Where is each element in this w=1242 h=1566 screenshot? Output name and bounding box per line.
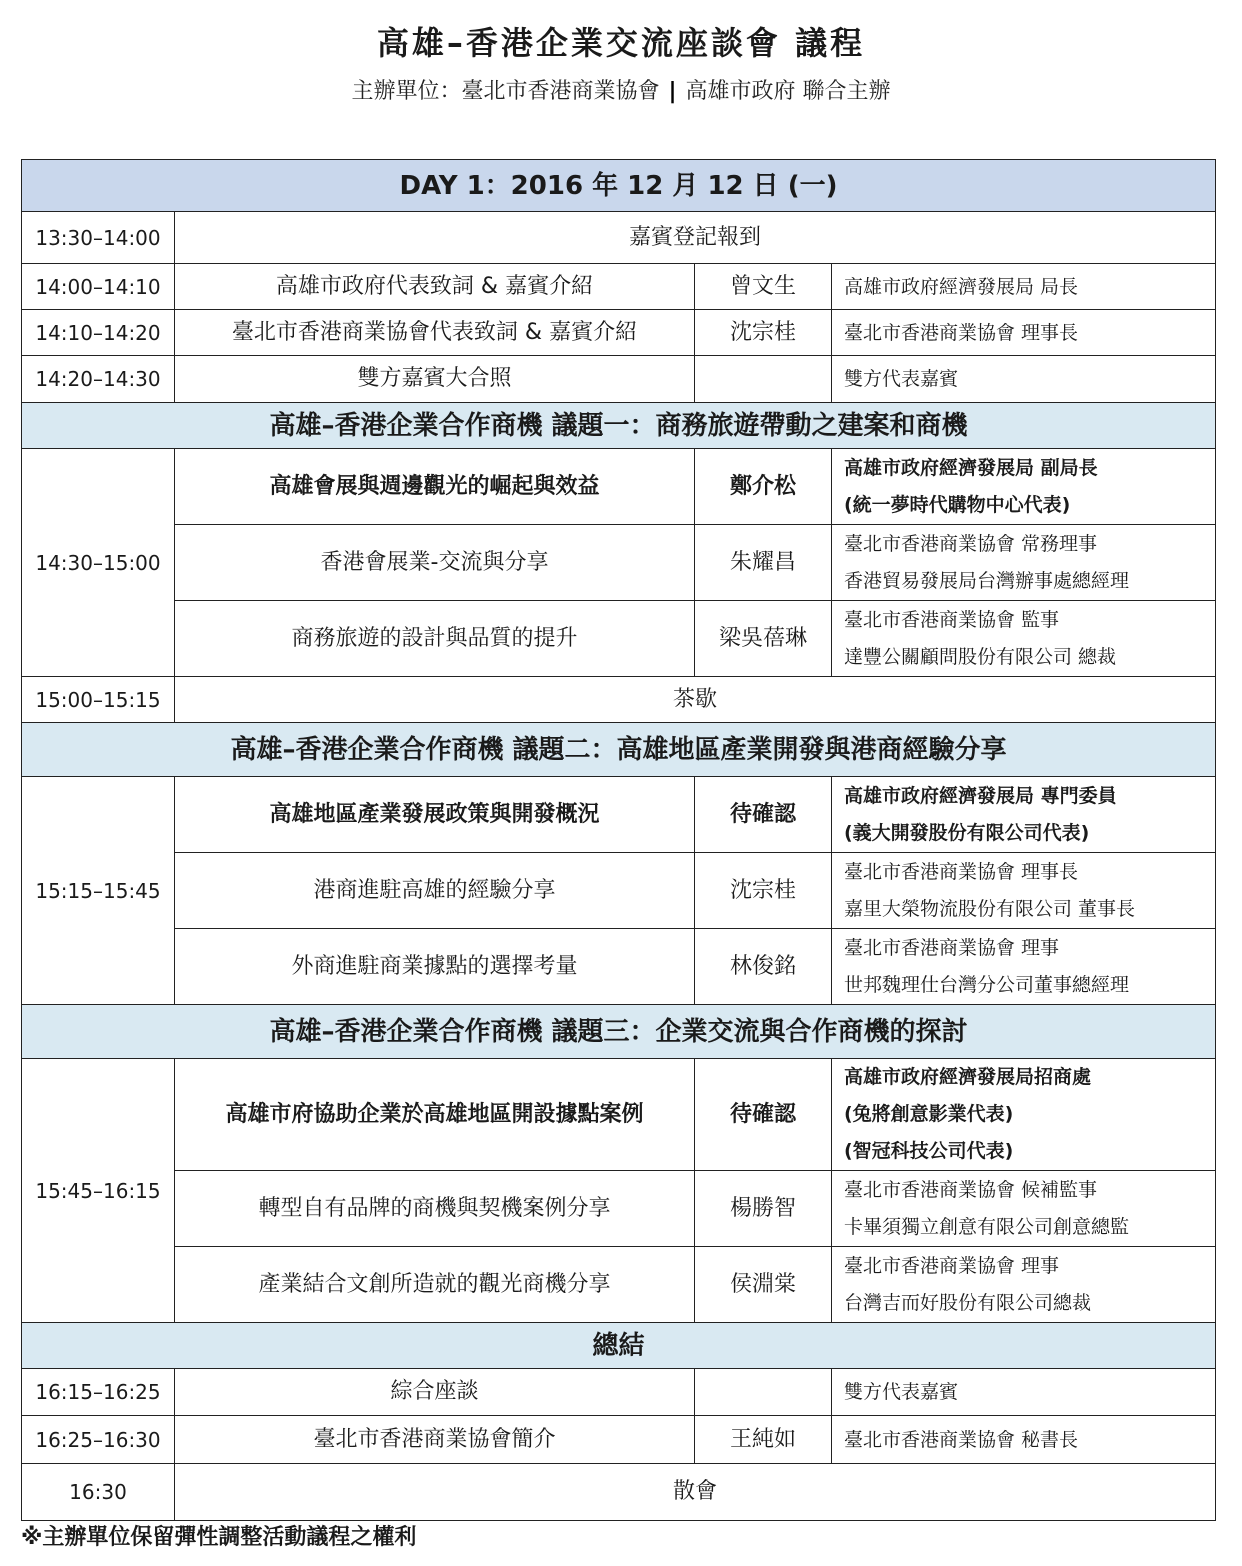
topic-cell: 高雄市政府代表致詞 & 嘉賓介紹	[175, 264, 695, 310]
speaker-cell: 待確認	[695, 1059, 832, 1171]
topic-cell: 香港會展業-交流與分享	[175, 525, 695, 601]
time-cell: 15:15–15:45	[22, 777, 175, 1005]
org-line: 卡畢須獨立創意有限公司創意總監	[844, 1215, 1130, 1238]
table-row	[22, 853, 1216, 929]
table-row	[22, 1247, 1216, 1323]
closing-heading: 總結	[22, 1323, 1216, 1369]
speaker-cell: 鄭介松	[695, 449, 832, 525]
org-line: (義大開發股份有限公司代表)	[844, 821, 1090, 844]
topic-cell: 港商進駐高雄的經驗分享	[175, 853, 695, 929]
time-cell: 14:20–14:30	[22, 356, 175, 403]
org-line: (兔將創意影業代表)	[844, 1103, 1014, 1125]
org-line: 臺北市香港商業協會 理事	[844, 1254, 1060, 1277]
org-line: (統一夢時代購物中心代表)	[844, 493, 1071, 516]
end-cell: 散會	[175, 1464, 1216, 1521]
org-line: 臺北市香港商業協會 理事	[844, 936, 1060, 959]
time-cell: 16:25–16:30	[22, 1416, 175, 1464]
org-cell	[832, 525, 1216, 601]
org-line: 嘉里大榮物流股份有限公司 董事長	[844, 897, 1136, 920]
speaker-cell	[695, 1369, 832, 1416]
org-cell	[832, 777, 1216, 853]
topic-cell: 高雄地區產業發展政策與開發概況	[175, 777, 695, 853]
org-line: 臺北市香港商業協會 監事	[844, 608, 1060, 631]
org-cell	[832, 1171, 1216, 1247]
table-row	[22, 212, 1216, 264]
time-cell: 13:30–14:00	[22, 212, 175, 264]
org-cell	[832, 601, 1216, 677]
topic-cell: 臺北市香港商業協會簡介	[175, 1416, 695, 1464]
org-line: 臺北市香港商業協會 理事長	[844, 860, 1079, 883]
speaker-cell: 曾文生	[695, 264, 832, 310]
table-row	[22, 264, 1216, 310]
org-cell	[832, 929, 1216, 1005]
org-line: (智冠科技公司代表)	[844, 1140, 1014, 1162]
time-cell: 14:00–14:10	[22, 264, 175, 310]
org-cell	[832, 1247, 1216, 1323]
speaker-cell: 沈宗桂	[695, 853, 832, 929]
org-line: 高雄市政府經濟發展局招商處	[844, 1066, 1092, 1088]
org-cell	[832, 1059, 1216, 1171]
session1-heading: 高雄–香港企業合作商機 議題一：商務旅遊帶動之建案和商機	[22, 403, 1216, 449]
organizer-separator: |	[668, 79, 677, 104]
topic-cell: 臺北市香港商業協會代表致詞 & 嘉賓介紹	[175, 310, 695, 356]
time-cell: 14:10–14:20	[22, 310, 175, 356]
break-cell: 茶歇	[175, 677, 1216, 723]
org-cell	[832, 449, 1216, 525]
table-row	[22, 1464, 1216, 1521]
table-row	[22, 601, 1216, 677]
footnote: ※主辦單位保留彈性調整活動議程之權利	[21, 1525, 417, 1550]
topic-cell: 產業結合文創所造就的觀光商機分享	[175, 1247, 695, 1323]
table-row	[22, 356, 1216, 403]
table-row	[22, 777, 1216, 853]
org-cell: 雙方代表嘉賓	[832, 1369, 1216, 1416]
day-header-row	[22, 160, 1216, 212]
table-row	[22, 1369, 1216, 1416]
org-line: 臺北市香港商業協會 候補監事	[844, 1178, 1098, 1201]
speaker-cell	[695, 356, 832, 403]
day-header: DAY 1：2016 年 12 月 12 日 (一)	[22, 160, 1216, 212]
time-cell: 14:30–15:00	[22, 449, 175, 677]
activity-cell: 嘉賓登記報到	[175, 212, 1216, 264]
org-line: 臺北市香港商業協會 常務理事	[844, 532, 1098, 555]
org-line: 高雄市政府經濟發展局 專門委員	[844, 784, 1117, 807]
topic-cell: 轉型自有品牌的商機與契機案例分享	[175, 1171, 695, 1247]
org-line: 世邦魏理仕台灣分公司董事總經理	[844, 973, 1130, 996]
table-row	[22, 677, 1216, 723]
table-row	[22, 1059, 1216, 1171]
topic-cell: 雙方嘉賓大合照	[175, 356, 695, 403]
topic-cell: 高雄會展與週邊觀光的崛起與效益	[175, 449, 695, 525]
table-row	[22, 449, 1216, 525]
page-title: 高雄–香港企業交流座談會 議程	[376, 24, 866, 62]
topic-cell: 外商進駐商業據點的選擇考量	[175, 929, 695, 1005]
speaker-cell: 沈宗桂	[695, 310, 832, 356]
time-cell: 16:30	[22, 1464, 175, 1521]
org-line: 香港貿易發展局台灣辦事處總經理	[844, 569, 1130, 592]
org-cell: 臺北市香港商業協會 理事長	[832, 310, 1216, 356]
topic-cell: 綜合座談	[175, 1369, 695, 1416]
speaker-cell: 侯淵棠	[695, 1247, 832, 1323]
speaker-cell: 林俊銘	[695, 929, 832, 1005]
table-row	[22, 929, 1216, 1005]
table-row	[22, 1171, 1216, 1247]
org-cell: 臺北市香港商業協會 秘書長	[832, 1416, 1216, 1464]
speaker-cell: 待確認	[695, 777, 832, 853]
table-row	[22, 1416, 1216, 1464]
org-cell: 雙方代表嘉賓	[832, 356, 1216, 403]
agenda-table	[21, 159, 1216, 1521]
speaker-cell: 楊勝智	[695, 1171, 832, 1247]
section-header-row	[22, 403, 1216, 449]
organizer-host: 主辦單位：臺北市香港商業協會	[351, 79, 660, 104]
session2-heading: 高雄–香港企業合作商機 議題二：高雄地區產業開發與港商經驗分享	[22, 723, 1216, 777]
section-header-row	[22, 1005, 1216, 1059]
time-cell: 16:15–16:25	[22, 1369, 175, 1416]
org-line: 台灣吉而好股份有限公司總裁	[844, 1291, 1092, 1314]
time-cell: 15:00–15:15	[22, 677, 175, 723]
org-cell: 高雄市政府經濟發展局 局長	[832, 264, 1216, 310]
org-line: 達豐公關顧問股份有限公司 總裁	[844, 645, 1117, 668]
speaker-cell: 王純如	[695, 1416, 832, 1464]
organizer-cohost: 高雄市政府 聯合主辦	[685, 79, 891, 104]
speaker-cell: 朱耀昌	[695, 525, 832, 601]
org-cell	[832, 853, 1216, 929]
speaker-cell: 梁吳蓓琳	[695, 601, 832, 677]
topic-cell: 商務旅遊的設計與品質的提升	[175, 601, 695, 677]
organizer-line	[0, 74, 1242, 110]
session3-heading: 高雄–香港企業合作商機 議題三：企業交流與合作商機的探討	[22, 1005, 1216, 1059]
table-row	[22, 525, 1216, 601]
topic-cell: 高雄市府協助企業於高雄地區開設據點案例	[175, 1059, 695, 1171]
time-cell: 15:45–16:15	[22, 1059, 175, 1323]
section-header-row	[22, 1323, 1216, 1369]
table-row	[22, 310, 1216, 356]
section-header-row	[22, 723, 1216, 777]
org-line: 高雄市政府經濟發展局 副局長	[844, 456, 1098, 479]
